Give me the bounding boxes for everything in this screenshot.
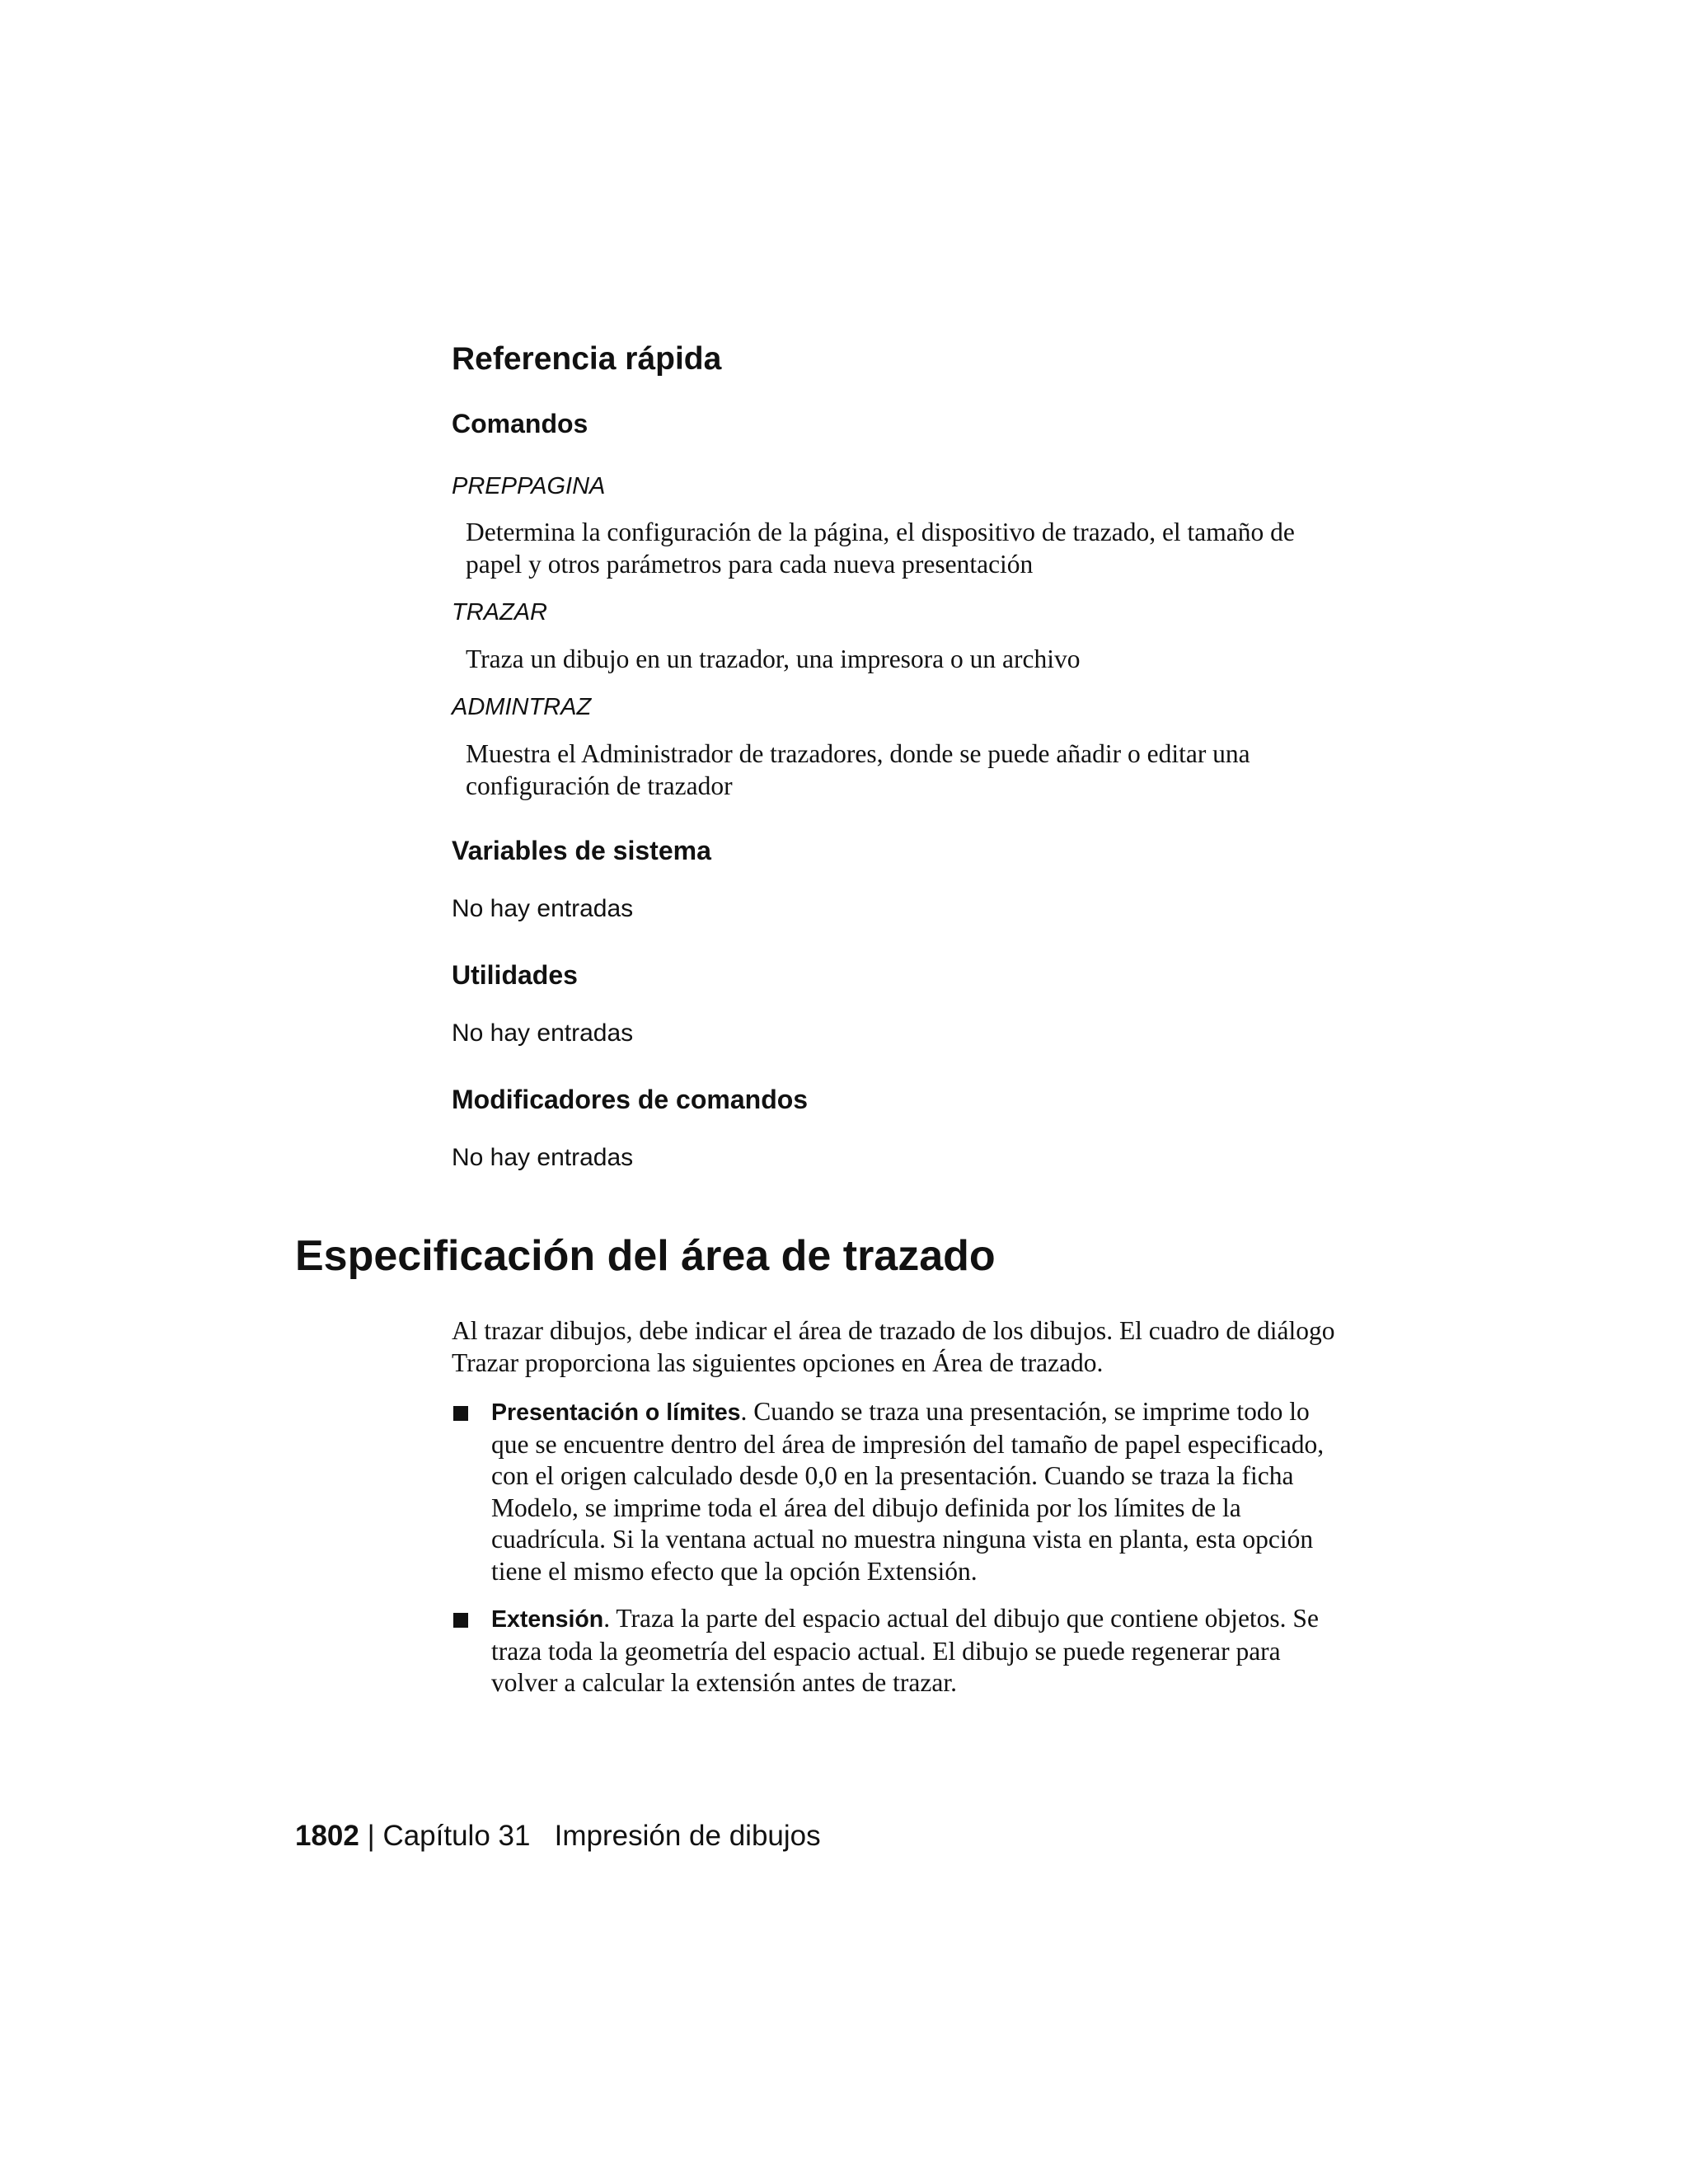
command-name-trazar: TRAZAR bbox=[452, 599, 547, 626]
utilities-text: No hay entradas bbox=[452, 1019, 634, 1047]
bullet-term: Extensión bbox=[491, 1606, 604, 1633]
chapter-title: Impresión de dibujos bbox=[554, 1820, 821, 1852]
section-title: Especificación del área de trazado bbox=[295, 1232, 996, 1280]
bullet-term: Presentación o límites bbox=[491, 1399, 741, 1426]
page-number: 1802 bbox=[295, 1820, 359, 1852]
system-variables-text: No hay entradas bbox=[452, 895, 634, 922]
page-footer bbox=[295, 1820, 821, 1853]
intro-paragraph: Al trazar dibujos, debe indicar el área de trazado de los dibujos. El cuadro de diálogo Trazar proporciona las siguientes opciones en Área de trazado. bbox=[452, 1316, 1335, 1377]
command-name-preppagina: PREPPAGINA bbox=[452, 473, 606, 499]
quick-reference-heading: Referencia rápida bbox=[452, 341, 722, 377]
square-bullet-icon bbox=[453, 1613, 468, 1628]
bullet-text: . Cuando se traza una presentación, se imprime todo lo que se encuentre dentro del área de impresión del tamaño de papel especificado, con el origen calculado desde 0,0 en la presentación. Cuando se traza la ficha Modelo, se imprime toda el área del dibujo definida por los límites de la cuadrícula. Si la ventana actual no muestra ninguna vista en planta, esta opción tiene el mismo efecto que la opción Extensión. bbox=[491, 1397, 1325, 1586]
utilities-heading: Utilidades bbox=[452, 960, 578, 990]
command-description-preppagina: Determina la configuración de la página, el dispositivo de trazado, el tamaño de papel y otros parámetros para cada nueva presentación bbox=[466, 518, 1295, 579]
bullet-list-extension bbox=[452, 1603, 1342, 1699]
command-modifiers-text: No hay entradas bbox=[452, 1144, 634, 1171]
bullet-text: . Traza la parte del espacio actual del dibujo que contiene objetos. Se traza toda la geometría del espacio actual. El dibujo se puede regenerar para volver a calcular la extensión antes de trazar. bbox=[491, 1604, 1319, 1697]
list-item bbox=[452, 1603, 1342, 1699]
command-description-trazar: Traza un dibujo en un trazador, una impresora o un archivo bbox=[466, 644, 1081, 673]
square-bullet-icon bbox=[453, 1406, 468, 1421]
list-item bbox=[452, 1396, 1342, 1587]
bullet-list-presentacion bbox=[452, 1396, 1342, 1587]
footer-separator: | bbox=[367, 1820, 375, 1852]
chapter-label: Capítulo 31 bbox=[382, 1820, 531, 1852]
command-modifiers-heading: Modificadores de comandos bbox=[452, 1085, 809, 1114]
command-description-admintraz: Muestra el Administrador de trazadores, donde se puede añadir o editar una configuración de trazador bbox=[466, 739, 1250, 800]
system-variables-heading: Variables de sistema bbox=[452, 836, 711, 865]
commands-heading: Comandos bbox=[452, 409, 588, 438]
command-name-admintraz: ADMINTRAZ bbox=[452, 694, 592, 720]
